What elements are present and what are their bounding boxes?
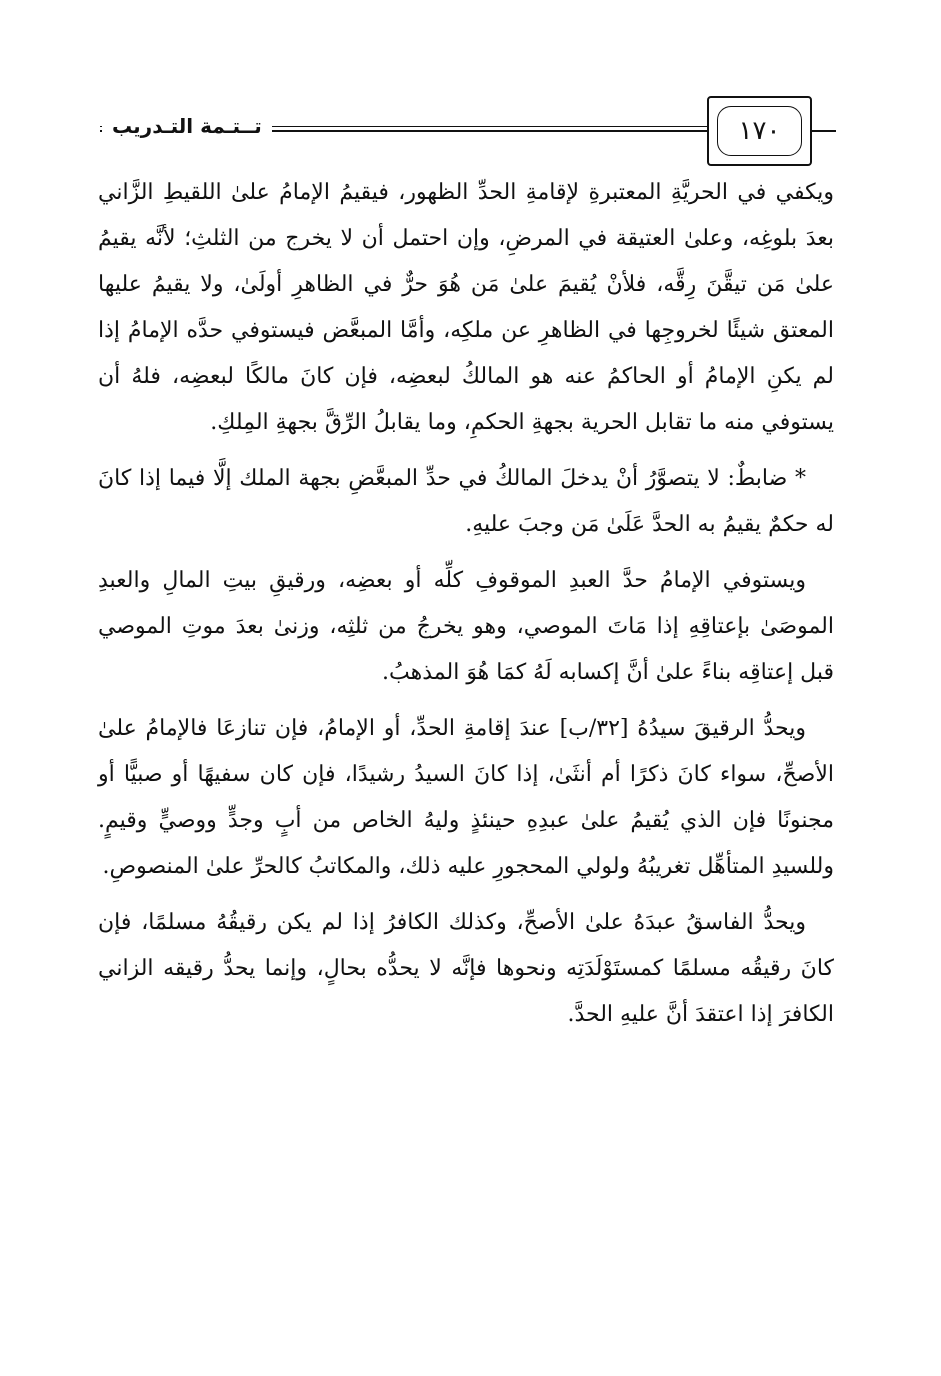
- running-title: تــتـمة التـدريب: [102, 114, 272, 138]
- paragraph: ويحدُّ الفاسقُ عبدَهُ علىٰ الأصحِّ، وكذلك الكافرُ إذا لم يكن رقيقُهُ مسلمًا، فإن كانَ رقيقُه مسلمًا كمستَوْلَدَتِه ونحوها فإنَّه لا يحدُّه بحالٍ، وإنما يحدُّ رقيقه الزاني الكافرَ إذا اعتقدَ أنَّ عليهِ الحدَّ.: [98, 910, 834, 1027]
- paragraph: * ضابطٌ: لا يتصوَّرُ أنْ يدخلَ المالكُ في حدِّ المبعَّضِ بجهة الملك إلَّا فيما إذا كانَ له حكمٌ يقيمُ به الحدَّ عَلَىٰ مَن وجبَ عليهِ.: [98, 466, 834, 537]
- paragraph: ويستوفي الإمامُ حدَّ العبدِ الموقوفِ كلِّه أو بعضِه، ورقيقِ بيتِ المالِ والعبدِ الموصَىٰ بإعتاقِهِ إذا مَاتَ الموصي، وهو يخرجُ من ثلثِه، وزنىٰ بعدَ موتِ الموصي قبل إعتاقِه بناءً علىٰ أنَّ إكسابه لَهُ كمَا هُوَ المذهبُ.: [98, 568, 834, 685]
- paragraph: ويحدُّ الرقيقَ سيدُهُ [٣٢/ب] عندَ إقامةِ الحدِّ، أو الإمامُ، فإن تنازعَا فالإمامُ علىٰ الأصحِّ، سواء كانَ ذكرًا أم أنثَىٰ، إذا كانَ السيدُ رشيدًا، فإن كان سفيهًا أو صبيًّا أو مجنونًا فإن الذي يُقيمُ علىٰ عبدِهِ حينئذٍ وليهُ الخاص من أبٍ وجدٍّ ووصيٍّ وقيمٍ. وللسيدِ المتأهِّل تغريبُهُ ولولي المحجورِ عليه ذلك، والمكاتبُ كالحرِّ علىٰ المنصوصِ.: [98, 716, 834, 879]
- paragraph: ويكفي في الحريَّةِ المعتبرةِ لإقامةِ الحدِّ الظهور، فيقيمُ الإمامُ علىٰ اللقيطِ الزَّاني بعدَ بلوغِه، وعلىٰ العتيقة في المرضِ، وإن احتمل أن لا يخرج من الثلثِ؛ لأنَّه يقيمُ علىٰ مَن تيقَّنَ رِقَّه، فلأنْ يُقيمَ علىٰ مَن هُوَ حرٌّ في الظاهرِ أولَىٰ، ولا يقيمُ عليها المعتق شيئًا لخروجِها في الظاهرِ عن ملكِه، وأمَّا المبعَّض فيستوفي حدَّه الإمامُ إذا لم يكنِ الإمامُ أو الحاكمُ عنه هو المالكُ لبعضِه، فإن كانَ مالكًا لبعضِه، فلهُ أن يستوفي منه ما تقابل الحرية بجهةِ الحكمِ، وما يقابلُ الرِّقَّ بجهةِ المِلكِ.: [98, 180, 835, 435]
- page-header: [100, 96, 840, 166]
- header-rule-end: [812, 130, 836, 132]
- page-number-frame: [707, 96, 812, 166]
- page-number: ١٧٠: [717, 106, 802, 156]
- page-body: [98, 170, 834, 1048]
